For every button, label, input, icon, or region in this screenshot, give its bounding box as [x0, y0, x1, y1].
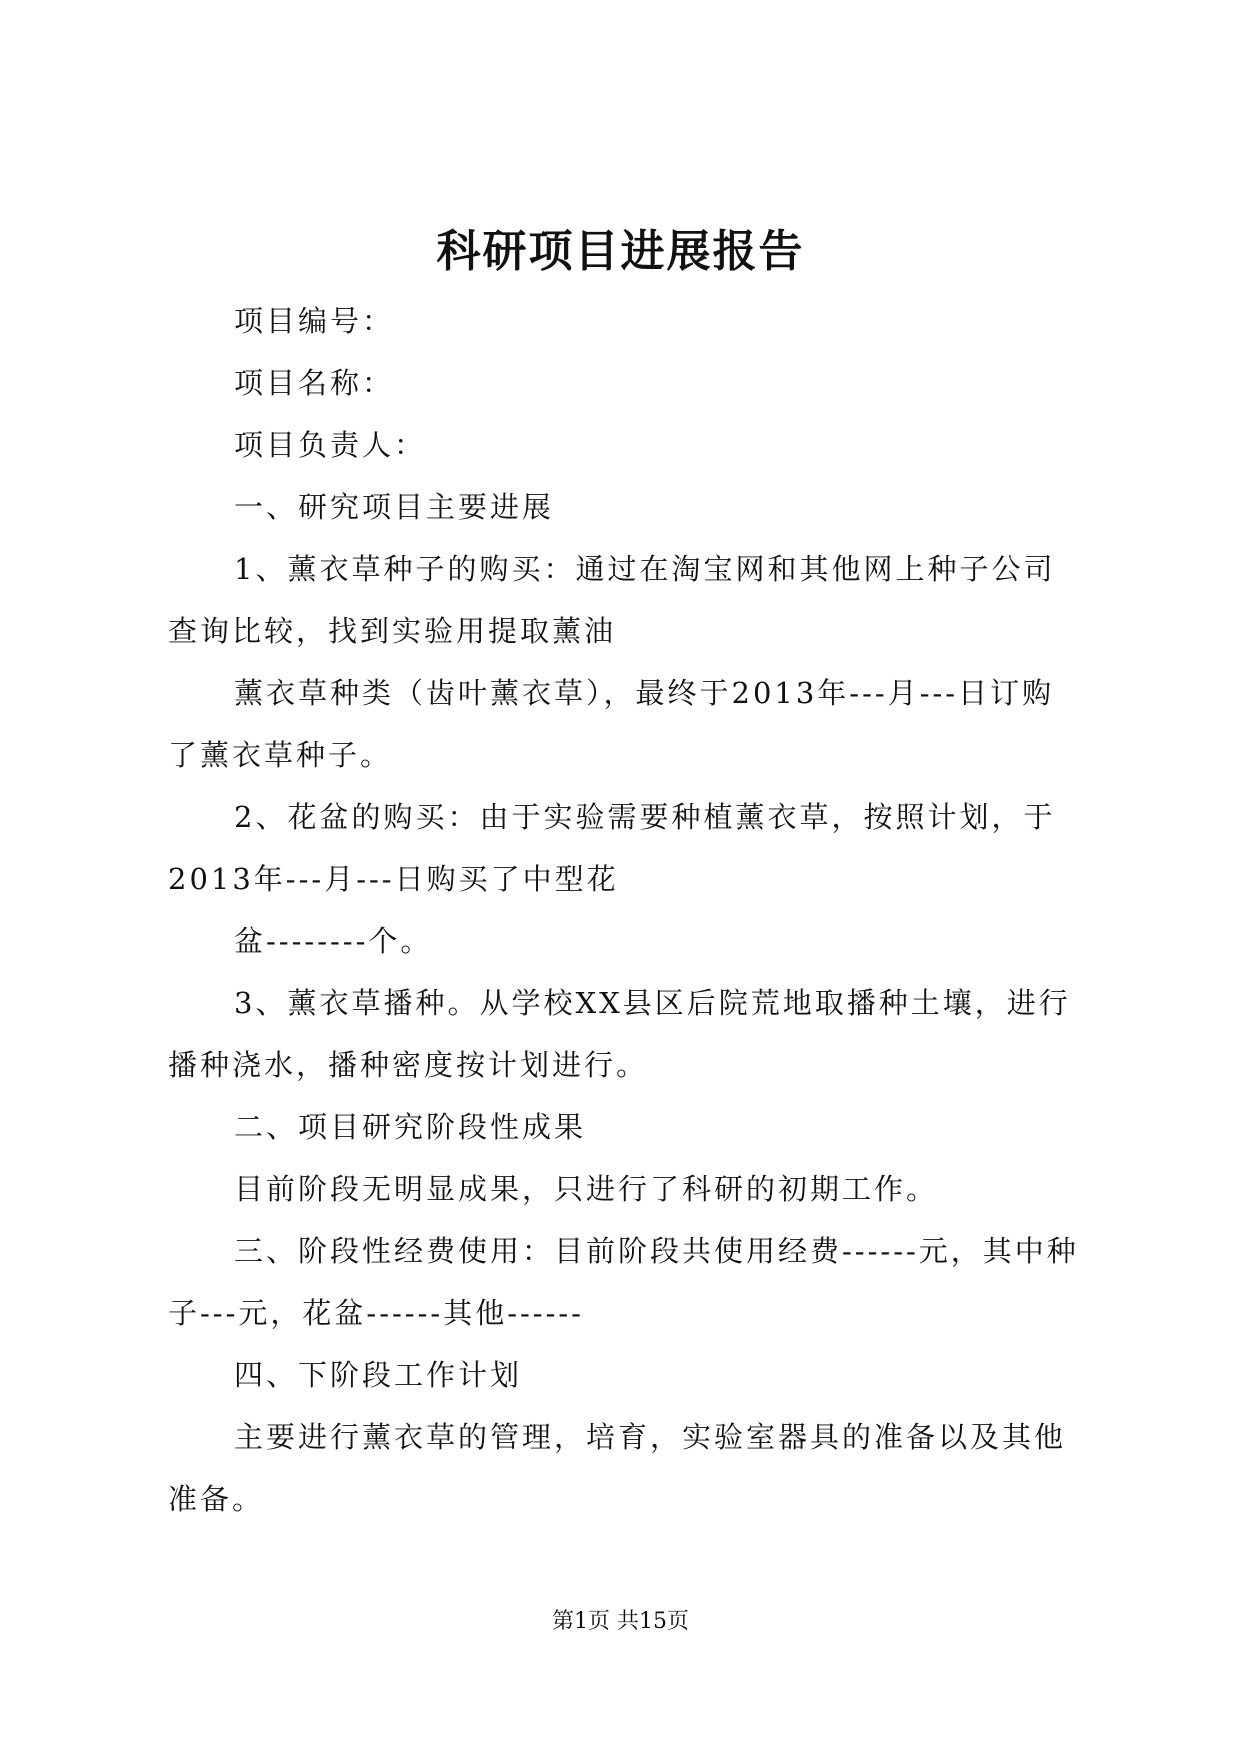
paragraph-seed-purchase: 1、薰衣草种子的购买：通过在淘宝网和其他网上种子公司查询比较，找到实验用提取薰油: [168, 552, 1056, 648]
paragraph-results: 目前阶段无明显成果，只进行了科研的初期工作。: [234, 1172, 939, 1206]
document-title: 科研项目进展报告: [436, 226, 805, 277]
section-heading-results: 二、项目研究阶段性成果: [234, 1110, 587, 1144]
paragraph-sowing: 3、薰衣草播种。从学校XX县区后院荒地取播种土壤，进行播种浇水，播种密度按计划进行。: [168, 986, 1071, 1082]
document-body: [168, 290, 1080, 1530]
paragraph-funding: 三、阶段性经费使用：目前阶段共使用经费------元，其中种子---元，花盆------其他------: [168, 1234, 1079, 1330]
page-number-label: 第1页 共15页: [552, 1609, 689, 1634]
paragraph-seed-variety: 薰衣草种类（齿叶薰衣草），最终于2013年---月---日订购了薰衣草种子。: [168, 676, 1055, 772]
paragraph-pot-count: 盆--------个。: [234, 924, 433, 958]
section-heading-next-plan: 四、下阶段工作计划: [234, 1358, 523, 1392]
paragraph-project-leader: 项目负责人：: [234, 428, 427, 462]
paragraph-project-number: 项目编号：: [234, 304, 395, 338]
paragraph-project-name: 项目名称：: [234, 366, 395, 400]
paragraph-pot-purchase: 2、花盆的购买：由于实验需要种植薰衣草，按照计划，于2013年---月---日购买了中型花: [168, 800, 1056, 896]
section-heading-progress: 一、研究项目主要进展: [234, 490, 555, 524]
paragraph-next-plan: 主要进行薰衣草的管理，培育，实验室器具的准备以及其他准备。: [168, 1420, 1067, 1516]
page-footer: [0, 1607, 1241, 1637]
